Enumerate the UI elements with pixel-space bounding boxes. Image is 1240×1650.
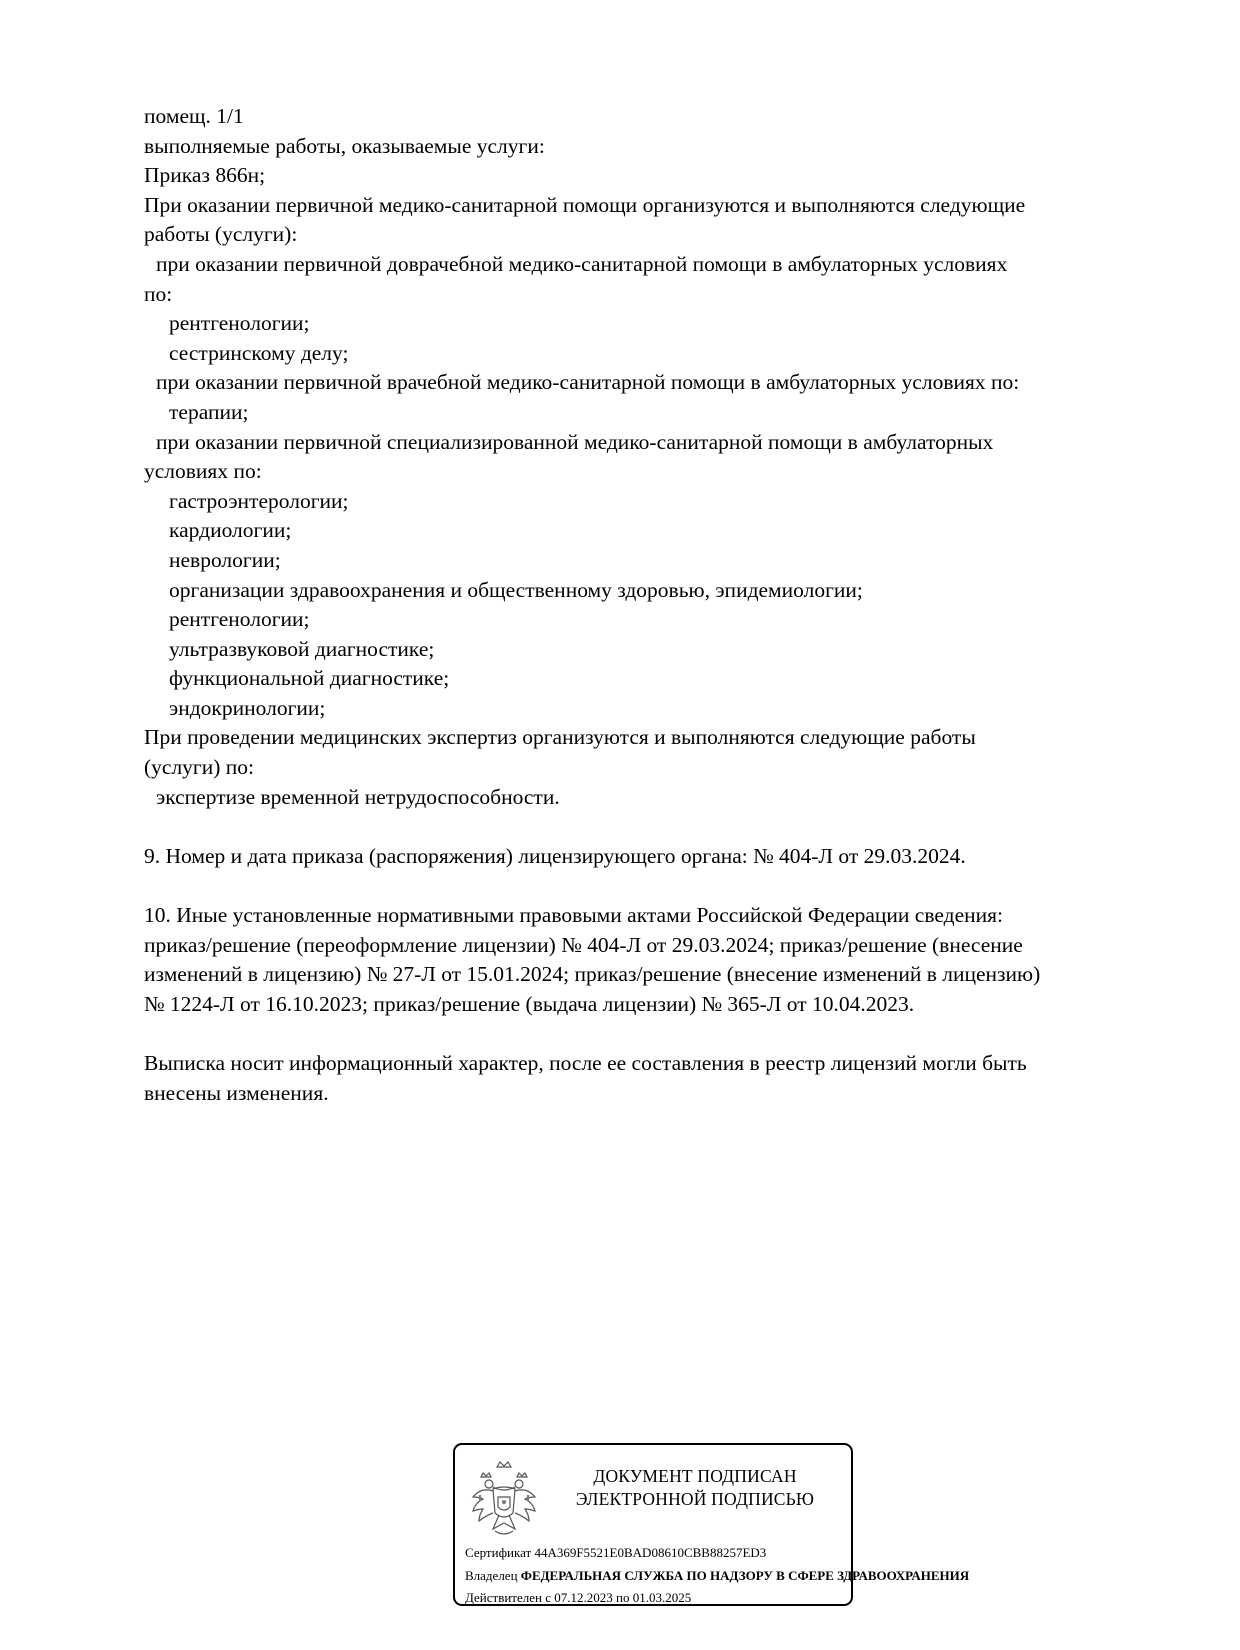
document-line: При оказании первичной медико-санитарной помощи организуются и выполняются следующие bbox=[144, 192, 1026, 217]
certificate-label: Сертификат bbox=[465, 1545, 532, 1560]
document-line: работы (услуги): bbox=[144, 222, 298, 247]
document-line: эндокринологии; bbox=[169, 695, 326, 720]
document-line: (услуги) по: bbox=[144, 755, 255, 780]
certificate-value: 44A369F5521E0BAD08610CBB88257ED3 bbox=[534, 1545, 767, 1560]
document-line: организации здравоохранения и общественному здоровью, эпидемиологии; bbox=[169, 577, 863, 602]
document-line: функциональной диагностике; bbox=[169, 666, 450, 691]
document-line: Выписка носит информационный характер, после ее составления в реестр лицензий могли быть bbox=[144, 1051, 1027, 1075]
stamp-details bbox=[465, 1542, 969, 1610]
stamp-title bbox=[560, 1465, 830, 1511]
document-line: неврологии; bbox=[169, 547, 281, 572]
document-line: 9. Номер и дата приказа (распоряжения) лицензирующего органа: № 404-Л от 29.03.2024. bbox=[144, 843, 966, 868]
document-line: внесены изменения. bbox=[144, 1080, 329, 1105]
paragraph-gap bbox=[144, 871, 1164, 901]
document-line: изменений в лицензию) № 27-Л от 15.01.2024; приказ/решение (внесение изменений в лицензию) bbox=[144, 962, 1041, 987]
document-line: рентгенологии; bbox=[169, 607, 310, 632]
document-line: помещ. 1/1 bbox=[144, 104, 244, 128]
paragraph-gap bbox=[144, 1019, 1164, 1049]
document-line: при оказании первичной доврачебной медико-санитарной помощи в амбулаторных условиях bbox=[156, 251, 1008, 276]
document-line: № 1224-Л от 16.10.2023; приказ/решение (выдача лицензии) № 365-Л от 10.04.2023. bbox=[144, 991, 915, 1016]
document-line: гастроэнтерологии; bbox=[169, 488, 349, 513]
document-line: экспертизе временной нетрудоспособности. bbox=[156, 784, 560, 809]
certificate-row bbox=[465, 1542, 969, 1565]
document-line: Приказ 866н; bbox=[144, 163, 266, 188]
document-line: сестринскому делу; bbox=[169, 340, 349, 365]
document-line: 10. Иные установленные нормативными правовыми актами Российской Федерации сведения: bbox=[144, 903, 1003, 928]
paragraph-gap bbox=[144, 812, 1164, 842]
document-line: терапии; bbox=[169, 399, 249, 424]
document-line: приказ/решение (переоформление лицензии) № 404-Л от 29.03.2024; приказ/решение (внесение bbox=[144, 932, 1023, 957]
russian-coat-of-arms-icon bbox=[467, 1457, 541, 1543]
document-line: по: bbox=[144, 281, 173, 306]
document-line: ультразвуковой диагностике; bbox=[169, 636, 435, 661]
validity-row: Действителен с 07.12.2023 по 01.03.2025 bbox=[465, 1590, 692, 1605]
owner-row bbox=[465, 1565, 969, 1588]
stamp-title-line-2: ЭЛЕКТРОННОЙ ПОДПИСЬЮ bbox=[575, 1489, 815, 1509]
document-line: при оказании первичной специализированной медико-санитарной помощи в амбулаторных bbox=[156, 429, 994, 454]
electronic-signature-stamp bbox=[453, 1443, 970, 1606]
owner-value: ФЕДЕРАЛЬНАЯ СЛУЖБА ПО НАДЗОРУ В СФЕРЕ ЗДРАВООХРАНЕНИЯ bbox=[520, 1567, 970, 1583]
document-line: рентгенологии; bbox=[169, 311, 310, 336]
document-body bbox=[144, 102, 1164, 1108]
document-line: выполняемые работы, оказываемые услуги: bbox=[144, 133, 545, 158]
document-line: кардиологии; bbox=[169, 518, 292, 543]
document-line: условиях по: bbox=[144, 459, 262, 484]
owner-label: Владелец bbox=[465, 1567, 518, 1583]
document-line: при оказании первичной врачебной медико-санитарной помощи в амбулаторных условиях по: bbox=[156, 370, 1020, 395]
stamp-title-line-1: ДОКУМЕНТ ПОДПИСАН bbox=[593, 1466, 797, 1486]
document-line: При проведении медицинских экспертиз организуются и выполняются следующие работы bbox=[144, 725, 976, 750]
